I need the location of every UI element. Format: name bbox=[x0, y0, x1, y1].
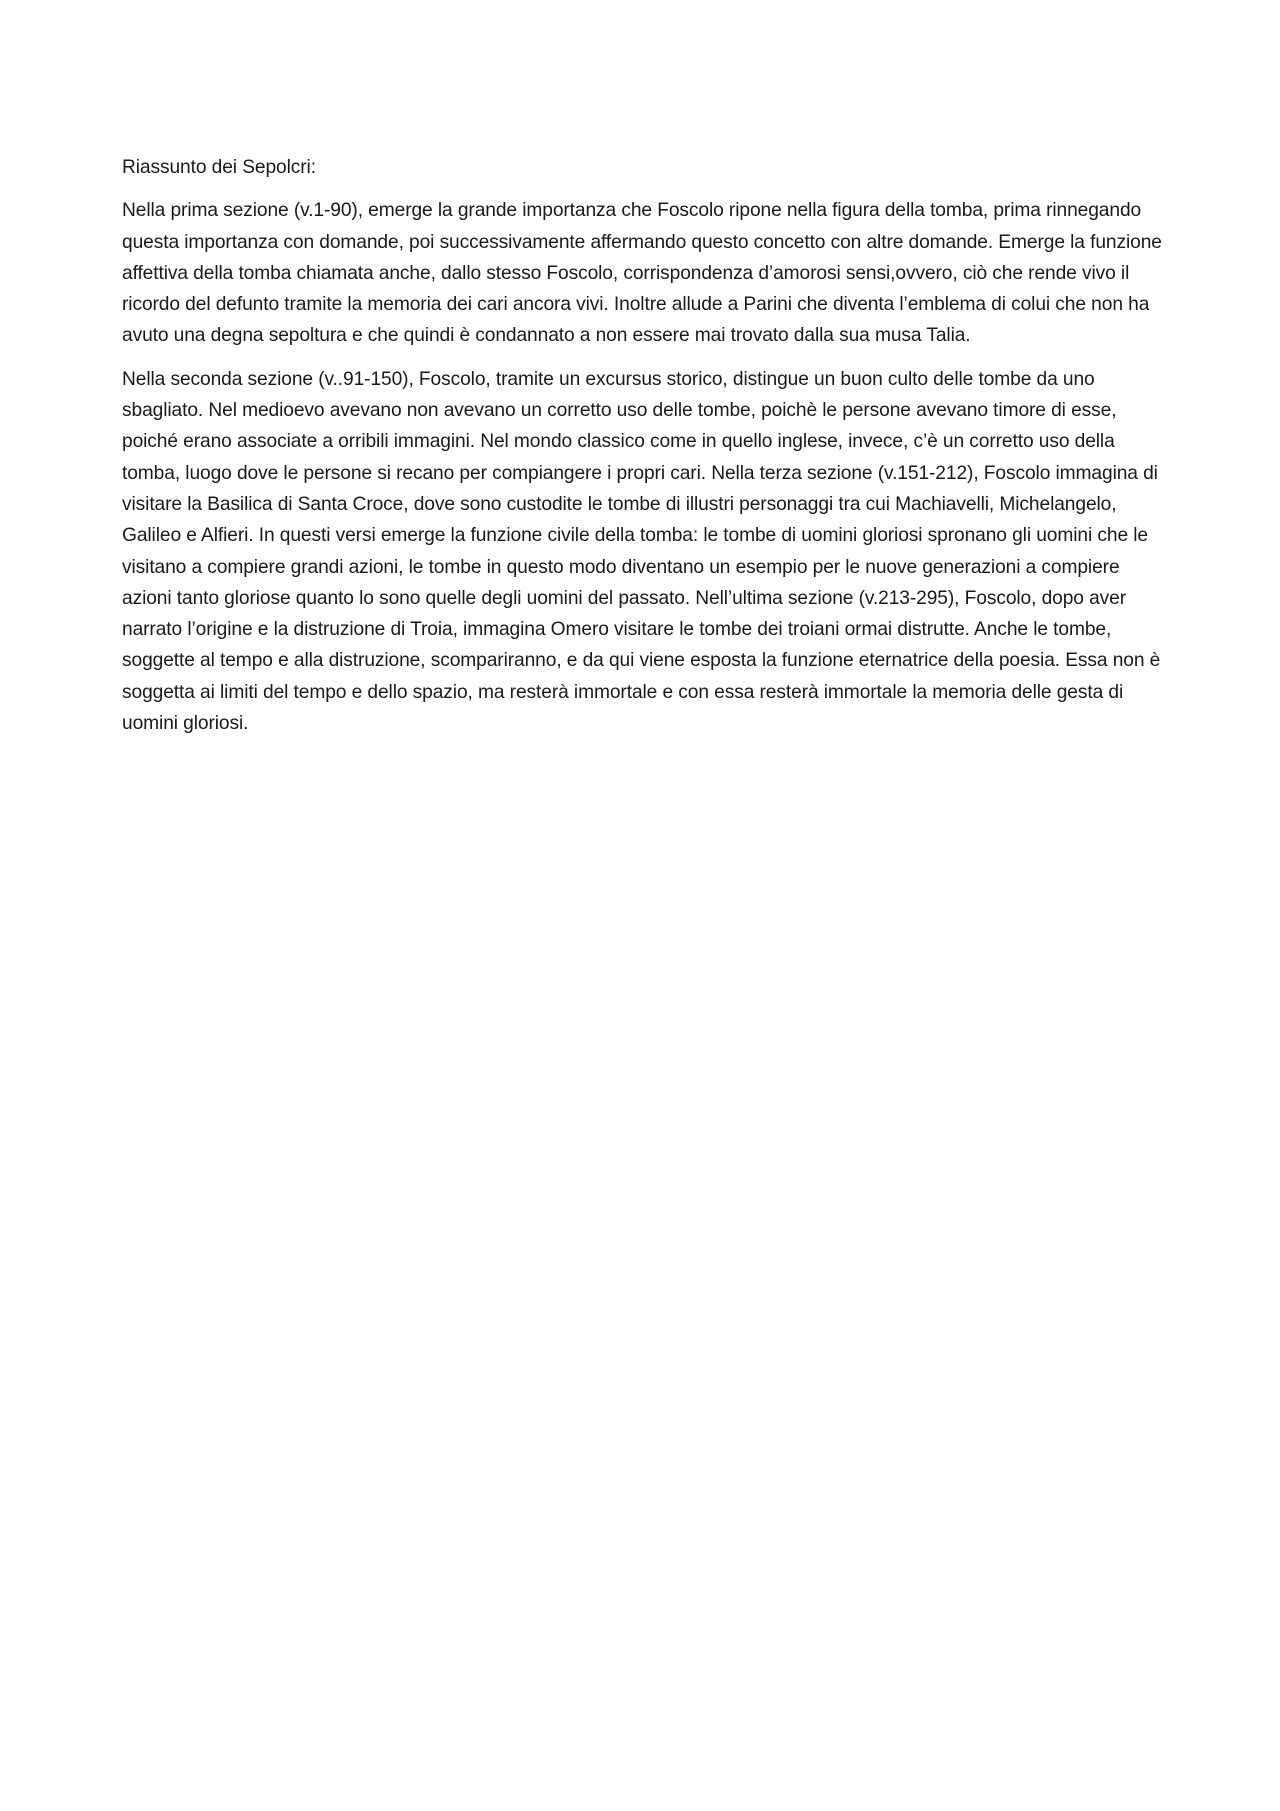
paragraph-first-section: Nella prima sezione (v.1-90), emerge la grande importanza che Foscolo ripone nella figura della tomba, prima rinnegando questa importanza con domande, poi successivamente affermando questo concetto con altre domande. Emerge la funzione affettiva della tomba chiamata anche, dallo stesso Foscolo, corrispondenza d’amorosi sensi,ovvero, ciò che rende vivo il ricordo del defunto tramite la memoria dei cari ancora vivi. Inoltre allude a Parini che diventa l’emblema di colui che non ha avuto una degna sepoltura e che quindi è condannato a non essere mai trovato dalla sua musa Talia. bbox=[122, 200, 1162, 347]
document-title: Riassunto dei Sepolcri: bbox=[122, 157, 316, 178]
paragraph-remaining-sections: Nella seconda sezione (v..91-150), Foscolo, tramite un excursus storico, distingue un buon culto delle tombe da uno sbagliato. Nel medioevo avevano non avevano un corretto uso delle tombe, poichè le persone avevano timore di esse, poiché erano associate a orribili immagini. Nel mondo classico come in quello inglese, invece, c’è un corretto uso della tomba, luogo dove le persone si recano per compiangere i propri cari. Nella terza sezione (v.151-212), Foscolo immagina di visitare la Basilica di Santa Croce, dove sono custodite le tombe di illustri personaggi tra cui Machiavelli, Michelangelo, Galileo e Alfieri. In questi versi emerge la funzione civile della tomba: le tombe di uomini gloriosi spronano gli uomini che le visitano a compiere grandi azioni, le tombe in questo modo diventano un esempio per le nuove generazioni a compiere azioni tanto gloriose quanto lo sono quelle degli uomini del passato. Nell’ultima sezione (v.213-295), Foscolo, dopo aver narrato l’origine e la distruzione di Troia, immagina Omero visitare le tombe dei troiani ormai distrutte. Anche le tombe, soggette al tempo e alla distruzione, scompariranno, e da qui viene esposta la funzione eternatrice della poesia. Essa non è soggetta ai limiti del tempo e dello spazio, ma resterà immortale e con essa resterà immortale la memoria delle gesta di uomini gloriosi. bbox=[122, 368, 1161, 735]
document-body bbox=[122, 152, 1172, 751]
